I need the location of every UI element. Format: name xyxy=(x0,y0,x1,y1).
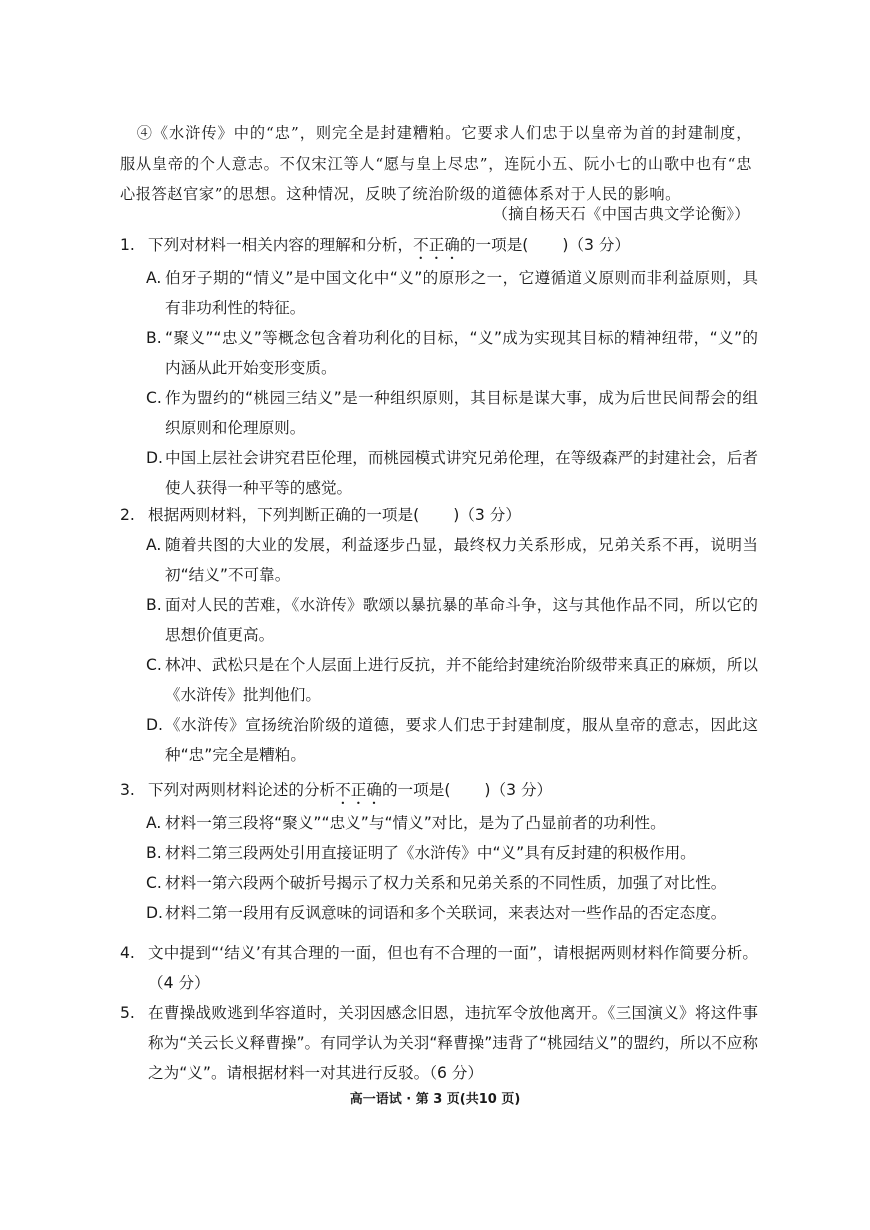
question-number: 1. xyxy=(120,236,135,254)
options-list xyxy=(146,808,758,928)
question-2 xyxy=(120,500,758,770)
option-d xyxy=(146,710,758,770)
stem-score: )（3 分） xyxy=(453,506,521,524)
option-text: 材料一第六段两个破折号揭示了权力关系和兄弟关系的不同性质，加强了对比性。 xyxy=(165,874,727,892)
option-letter: C. xyxy=(146,874,162,892)
passage-text: ④《水浒传》中的“忠”，则完全是封建糟粕。它要求人们忠于以皇帝为首的封建制度，服从皇帝的个人意志。不仅宋江等人“愿与皇上尽忠”，连阮小五、阮小七的山歌中也有“忠心报答赵官家”的思想。这种情况，反映了统治阶级的道德体系对于人民的影响。 xyxy=(120,124,752,203)
question-number: 2. xyxy=(120,506,135,524)
option-letter: B. xyxy=(146,596,162,614)
question-5 xyxy=(120,998,758,1088)
question-number: 3. xyxy=(120,781,135,799)
passage-paragraph-4 xyxy=(120,118,752,210)
option-letter: D. xyxy=(146,904,163,922)
stem-text: 文中提到“‘结义’有其合理的一面，但也有不合理的一面”，请根据两则材料作简要分析。（4 分） xyxy=(148,944,758,992)
option-c xyxy=(146,650,758,710)
stem-score: )（3 分） xyxy=(484,781,553,799)
option-a xyxy=(146,530,758,590)
option-b xyxy=(146,323,758,383)
option-letter: C. xyxy=(146,656,162,674)
page-footer: 高一语试 · 第 3 页(共10 页) xyxy=(349,1092,521,1107)
option-text: 材料二第三段两处引用直接证明了《水浒传》中“义”具有反封建的积极作用。 xyxy=(165,844,696,862)
option-c xyxy=(146,383,758,443)
options-list xyxy=(146,530,758,770)
question-number: 4. xyxy=(120,944,135,962)
option-b xyxy=(146,838,758,868)
stem-emphasis: 不正确 xyxy=(335,781,382,799)
option-text: 林冲、武松只是在个人层面上进行反抗，并不能给封建统治阶级带来真正的麻烦，所以《水浒传》批判他们。 xyxy=(165,656,758,704)
option-text: 作为盟约的“桃园三结义”是一种组织原则，其目标是谋大事，成为后世民间帮会的组织原则和伦理原则。 xyxy=(165,389,758,437)
stem-text: 下列对材料一相关内容的理解和分析， xyxy=(148,236,414,254)
option-d xyxy=(146,443,758,503)
question-4 xyxy=(120,938,758,998)
question-1 xyxy=(120,230,758,503)
option-text: 《水浒传》宣扬统治阶级的道德，要求人们忠于封建制度，服从皇帝的意志，因此这种“忠”完全是糟粕。 xyxy=(165,716,758,764)
option-letter: C. xyxy=(146,389,162,407)
option-letter: A. xyxy=(146,536,162,554)
question-stem xyxy=(120,775,758,808)
option-letter: B. xyxy=(146,844,162,862)
option-d xyxy=(146,898,758,928)
question-stem xyxy=(120,998,758,1088)
option-letter: D. xyxy=(146,449,163,467)
option-text: 中国上层社会讲究君臣伦理，而桃园模式讲究兄弟伦理，在等级森严的封建社会，后者使人获得一种平等的感觉。 xyxy=(165,449,758,497)
question-stem xyxy=(120,230,758,263)
stem-text: 在曹操战败逃到华容道时，关羽因感念旧恩，违抗军令放他离开。《三国演义》将这件事称为“关云长义释曹操”。有同学认为关羽“释曹操”违背了“桃园结义”的盟约，所以不应称之为“义”。请根据材料一对其进行反驳。（6 分） xyxy=(148,1004,758,1082)
option-text: 伯牙子期的“情义”是中国文化中“义”的原形之一，它遵循道义原则而非利益原则，具有非功利性的特征。 xyxy=(165,269,758,317)
stem-text-post: 的一项是( xyxy=(381,781,451,799)
stem-emphasis: 不正确 xyxy=(413,236,460,254)
option-letter: D. xyxy=(146,716,163,734)
option-a xyxy=(146,263,758,323)
question-stem xyxy=(120,938,758,998)
stem-text: 下列对两则材料论述的分析 xyxy=(148,781,336,799)
option-text: 随着共图的大业的发展，利益逐步凸显，最终权力关系形成，兄弟关系不再，说明当初“结义”不可靠。 xyxy=(165,536,758,584)
option-text: 材料一第三段将“聚义”“忠义”与“情义”对比，是为了凸显前者的功利性。 xyxy=(165,814,666,832)
option-text: “聚义”“忠义”等概念包含着功利化的目标，“义”成为实现其目标的精神纽带，“义”的内涵从此开始变形变质。 xyxy=(165,329,758,377)
option-letter: B. xyxy=(146,329,162,347)
option-letter: A. xyxy=(146,814,162,832)
stem-score: )（3 分） xyxy=(562,236,631,254)
question-stem xyxy=(120,500,758,530)
option-c xyxy=(146,868,758,898)
question-number: 5. xyxy=(120,1004,135,1022)
stem-text: 根据两则材料，下列判断正确的一项是( xyxy=(148,506,420,524)
stem-text-post: 的一项是( xyxy=(459,236,529,254)
passage-source: （摘自杨天石《中国古典文学论衡》） xyxy=(492,205,750,223)
option-text: 面对人民的苦难，《水浒传》歌颂以暴抗暴的革命斗争，这与其他作品不同，所以它的思想价值更高。 xyxy=(165,596,758,644)
option-text: 材料二第一段用有反讽意味的词语和多个关联词，来表达对一些作品的否定态度。 xyxy=(165,904,727,922)
option-a xyxy=(146,808,758,838)
option-b xyxy=(146,590,758,650)
option-letter: A. xyxy=(146,269,162,287)
question-3 xyxy=(120,775,758,928)
options-list xyxy=(146,263,758,503)
